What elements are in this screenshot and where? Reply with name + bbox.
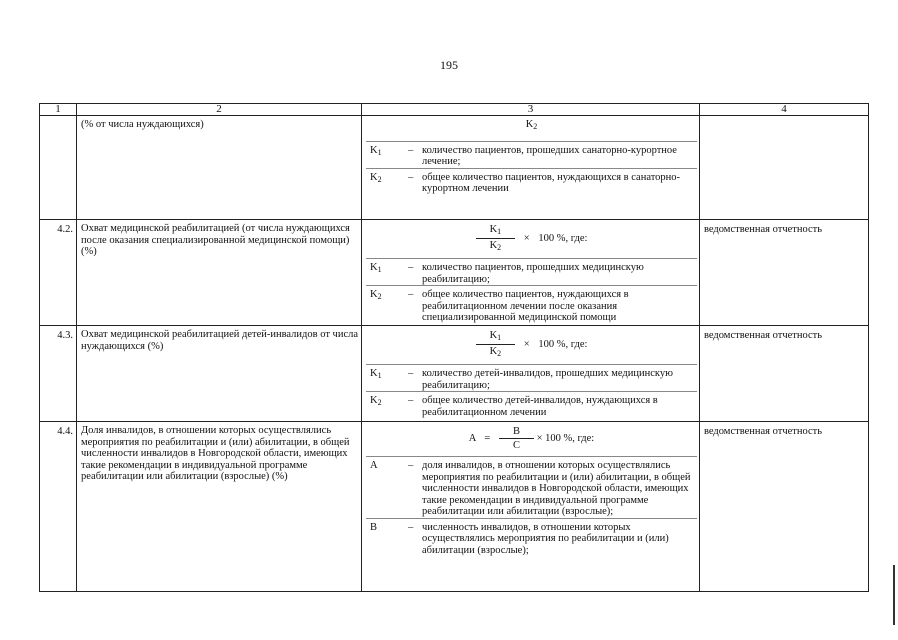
definition-item: $K_2$ – общее количество детей-инвалидов, нуждающихся в реабилитационном лечении: [366, 392, 697, 419]
indicator-description: Охват медицинской реабилитацией (от числа нуждающихся после оказания специализированной медицинской помощи) (%): [77, 220, 362, 326]
formula: A = $\frac{B}{C}$ × 100 %, где:: [468, 426, 595, 451]
row-number: 4.2.: [40, 220, 77, 326]
header-col-4: 4: [700, 104, 869, 116]
fraction: $\frac{K_1}{K_2}$: [476, 224, 516, 253]
table-row: [40, 326, 869, 422]
fraction: $\frac{K_1}{K_2}$: [476, 330, 516, 359]
indicator-description: (% от числа нуждающихся): [77, 116, 362, 220]
formula-cell: [362, 116, 700, 220]
formula-cell: [362, 422, 700, 592]
source-cell: [700, 116, 869, 220]
indicator-description: Охват медицинской реабилитацией детей-инвалидов от числа нуждающихся (%): [77, 326, 362, 422]
row-number: 4.3.: [40, 326, 77, 422]
definitions-list: [366, 456, 697, 556]
definition-item: B – численность инвалидов, в отношении которых осуществлялись мероприятия по реабилитации и (или) абилитации (взрослые);: [366, 518, 697, 556]
definition-item: $K_1$ – количество пациентов, прошедших медицинскую реабилитацию;: [366, 259, 697, 286]
definitions-list: [366, 364, 697, 418]
header-col-3: 3: [362, 104, 700, 116]
row-number: 4.4.: [40, 422, 77, 592]
formula-cell: [362, 220, 700, 326]
formula-denominator: $K_2$: [525, 119, 538, 131]
formula: $\frac{K_1}{K_2}$ × 100 %, где:: [366, 220, 697, 258]
header-row: [40, 104, 869, 116]
indicators-table: [39, 103, 869, 592]
row-number: [40, 116, 77, 220]
definitions-list: [366, 258, 697, 324]
definition-item: $K_2$ – общее количество пациентов, нуждающихся в реабилитационном лечении после оказания специализированной медицинской помощи: [366, 286, 697, 324]
margin-line: [893, 565, 895, 625]
definition-item: $K_2$ – общее количество пациентов, нуждающихся в санаторно-курортном лечении: [366, 168, 697, 195]
source-cell: ведомственная отчетность: [700, 422, 869, 592]
formula-cell: [362, 326, 700, 422]
source-cell: ведомственная отчетность: [700, 326, 869, 422]
header-col-2: 2: [77, 104, 362, 116]
table-row: [40, 116, 869, 220]
definition-item: $K_1$ – количество детей-инвалидов, прошедших медицинскую реабилитацию;: [366, 365, 697, 392]
source-cell: ведомственная отчетность: [700, 220, 869, 326]
formula: $\frac{K_1}{K_2}$ × 100 %, где:: [366, 326, 697, 364]
definition-item: A – доля инвалидов, в отношении которых осуществлялись мероприятия по реабилитации и (или) абилитации, в общей численности инвалидов в Новгородской области, имеющих такие рекомендации в индивидуальной программе реабилитации или абилитации (взрослые);: [366, 457, 697, 519]
header-col-1: 1: [40, 104, 77, 116]
page-number: 195: [440, 58, 458, 72]
definition-item: $K_1$ – количество пациентов, прошедших санаторно-курортное лечение;: [366, 141, 697, 168]
indicator-description: Доля инвалидов, в отношении которых осуществлялись мероприятия по реабилитации и (или) абилитации, в общей численности инвалидов в Новгородской области, имеющих такие рекомендации в индивидуальной программе реабилитации или абилитации (взрослые) (%): [77, 422, 362, 592]
definitions-list: [366, 141, 697, 195]
table-row: [40, 220, 869, 326]
fraction: $\frac{B}{C}$: [499, 426, 534, 451]
table-row: [40, 422, 869, 592]
